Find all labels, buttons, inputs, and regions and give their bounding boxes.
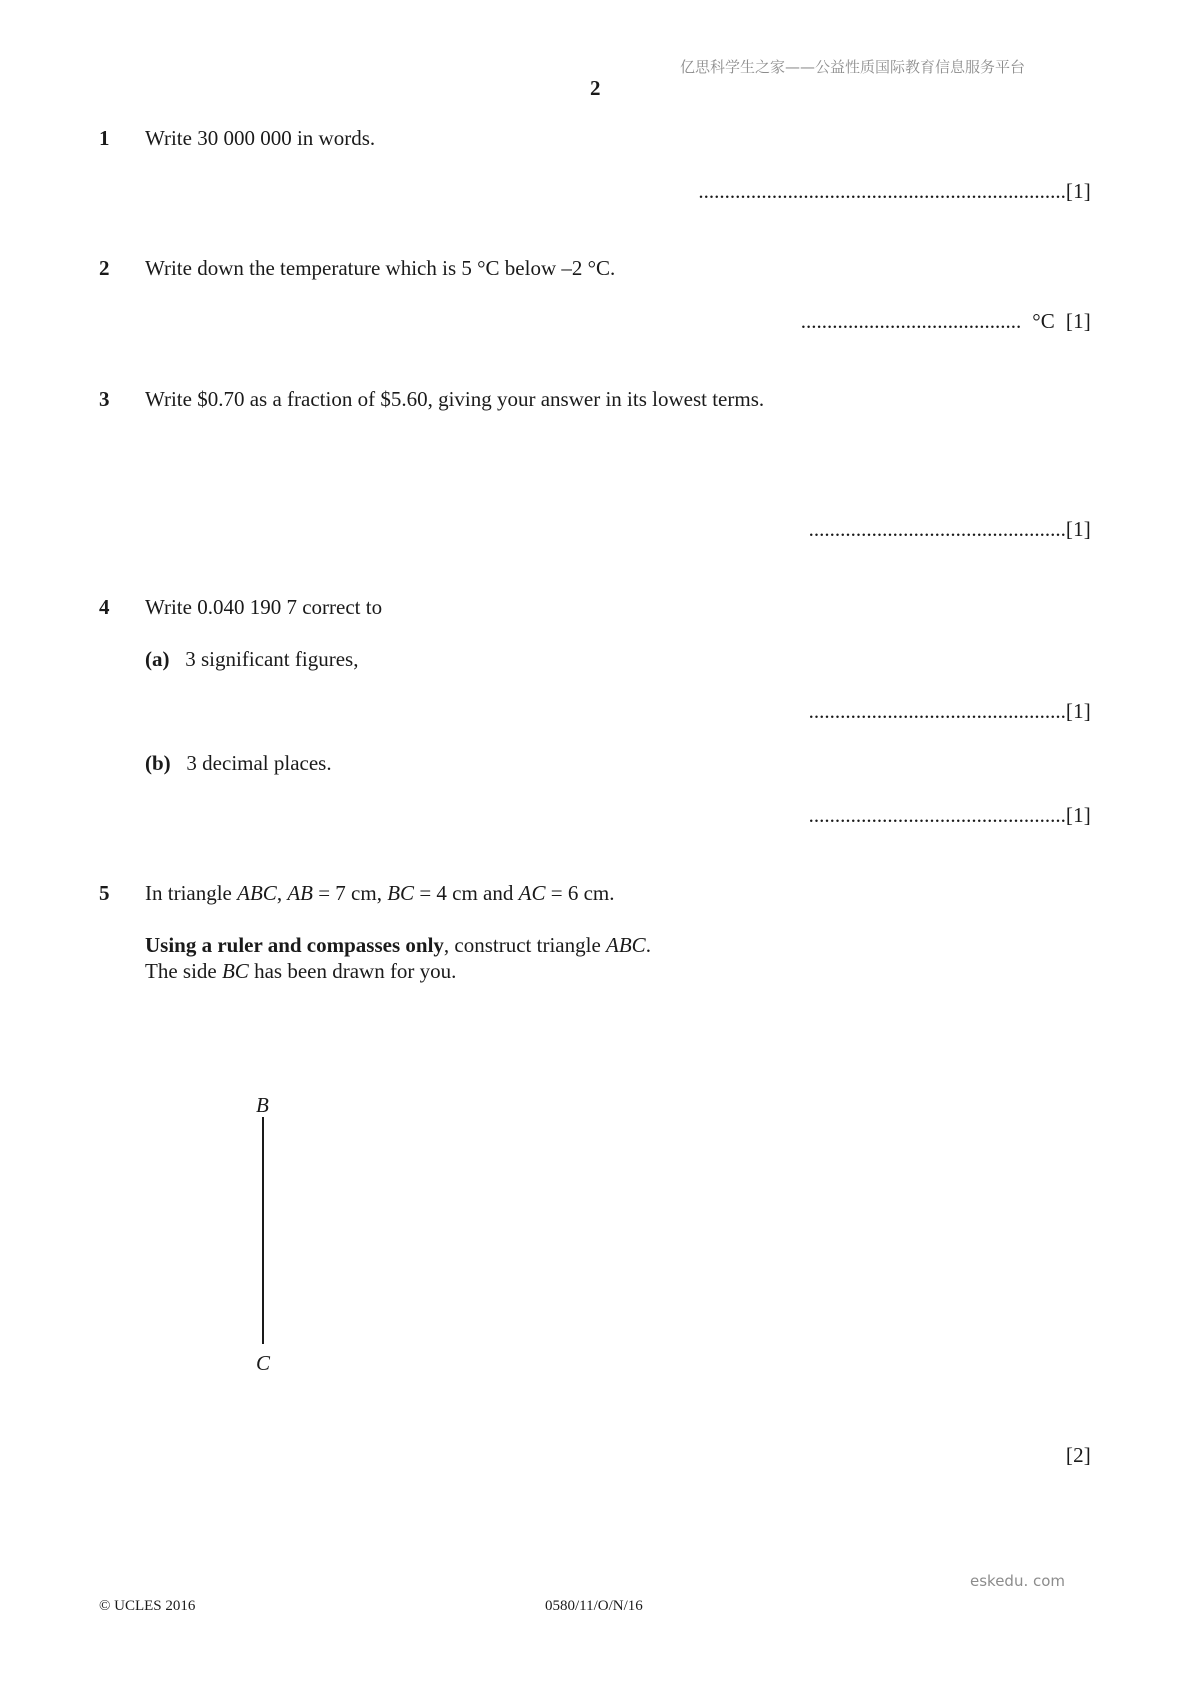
answer-dots: .................................................	[808, 517, 1066, 541]
answer-dots: .................................................	[808, 699, 1066, 723]
point-b-label: B	[256, 1093, 269, 1117]
watermark-bottom: eskedu. com	[970, 1572, 1066, 1590]
question-4b-text: 3 decimal places.	[186, 751, 332, 775]
question-5-side-note: The side BC has been drawn for you.	[145, 959, 457, 983]
question-3-marks: [1]	[1065, 517, 1091, 541]
question-3-number: 3	[99, 387, 110, 411]
question-1-number: 1	[99, 126, 110, 150]
question-5-marks: [2]	[1065, 1443, 1091, 1467]
question-4a-marks: [1]	[1065, 699, 1091, 723]
question-2-number: 2	[99, 256, 110, 280]
question-4b-label: (b)	[145, 751, 171, 775]
question-2-answer-line[interactable]	[801, 308, 1091, 334]
question-2-marks: [1]	[1065, 309, 1091, 333]
question-5-number: 5	[99, 881, 110, 905]
footer-paper-code: 0580/11/O/N/16	[545, 1598, 643, 1614]
question-1-answer-line[interactable]	[698, 178, 1091, 204]
answer-dots: .................................................	[808, 803, 1066, 827]
question-4b-marks: [1]	[1065, 803, 1091, 827]
question-3-answer-line[interactable]	[809, 516, 1091, 542]
question-5-intro: In triangle ABC, AB = 7 cm, BC = 4 cm and AC = 6 cm.	[145, 881, 615, 905]
point-c-label: C	[256, 1351, 271, 1375]
question-4-number: 4	[99, 595, 110, 619]
answer-dots: ......................................................................	[698, 179, 1066, 203]
question-1-text: Write 30 000 000 in words.	[145, 126, 376, 150]
question-1-marks: [1]	[1065, 179, 1091, 203]
question-4-text: Write 0.040 190 7 correct to	[145, 595, 383, 619]
question-4a-answer-line[interactable]	[809, 698, 1091, 724]
question-4b-answer-line[interactable]	[809, 802, 1091, 828]
question-4b	[145, 750, 332, 776]
question-4a-label: (a)	[145, 647, 170, 671]
footer-copyright: © UCLES 2016	[99, 1598, 196, 1614]
instruction-emphasis: Using a ruler and compasses only	[145, 933, 444, 957]
answer-dots: ..........................................	[800, 309, 1022, 333]
question-2-text: Write down the temperature which is 5 °C below –2 °C.	[145, 256, 616, 280]
page-number: 2	[590, 76, 601, 100]
question-4a	[145, 646, 358, 672]
question-2-unit: °C	[1032, 309, 1055, 333]
question-3-text: Write $0.70 as a fraction of $5.60, giving your answer in its lowest terms.	[145, 387, 765, 411]
question-4a-text: 3 significant figures,	[185, 647, 359, 671]
watermark-top: 亿思科学生之家——公益性质国际教育信息服务平台	[680, 58, 1026, 76]
question-5-instruction: Using a ruler and compasses only, construct triangle ABC.	[145, 933, 651, 957]
side-bc-line	[262, 1117, 264, 1344]
